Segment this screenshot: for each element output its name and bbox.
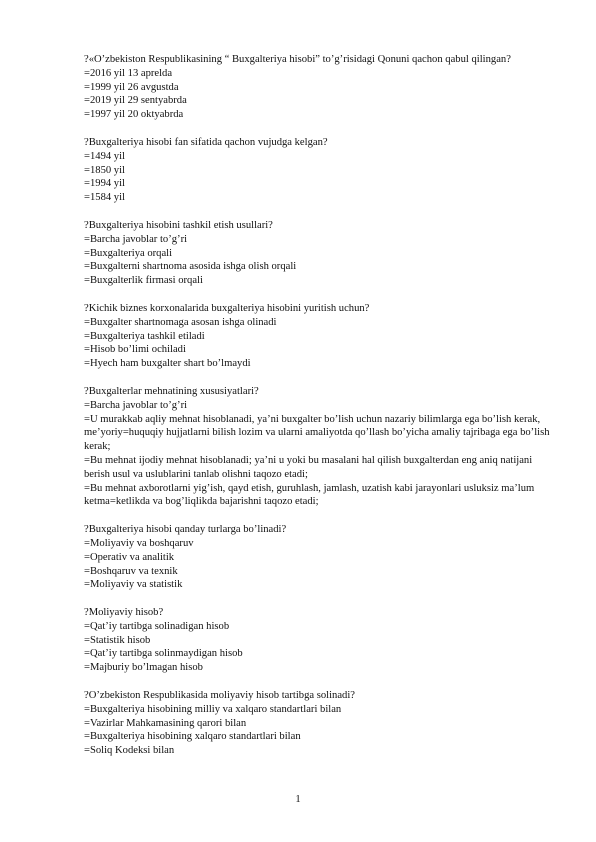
answer-option: =1997 yil 20 oktyabrda [84, 109, 184, 121]
answer-option: =Qat’iy tartibga solinadigan hisob [84, 620, 230, 632]
question-block [84, 302, 556, 371]
answer-option: =Hyech ham buxgalter shart bo’lmaydi [84, 358, 251, 370]
document-body [84, 53, 556, 772]
question-text: ?Buxgalteriya hisobi fan sifatida qachon vujudga kelgan? [84, 136, 328, 148]
question-text: ?«O’zbekiston Respublikasining “ Buxgalteriya hisobi” to’g’risidagi Qonuni qachon qabul qilingan? [84, 54, 511, 65]
question-text: ?Buxgalteriya hisobi qanday turlarga bo’linadi? [84, 524, 287, 536]
answer-option: =Operativ va analitik [84, 551, 175, 563]
answer-option: =Barcha javoblar to’g’ri [84, 399, 188, 411]
answer-option: =Moliyaviy va statistik [84, 579, 183, 591]
question-block [84, 53, 556, 122]
answer-option: =Buxgalterni shartnoma asosida ishga olish orqali [84, 261, 297, 273]
answer-option: =2019 yil 29 sentyabrda [84, 95, 187, 107]
question-text: ?Buxgalteriya hisobini tashkil etish usullari? [84, 219, 273, 231]
answer-option: =Hisob bo’limi ochiladi [84, 344, 186, 356]
answer-option: =Buxgalteriya orqali [84, 247, 173, 259]
answer-option: =Vazirlar Mahkamasining qarori bilan [84, 717, 247, 729]
answer-option: =2016 yil 13 aprelda [84, 67, 173, 79]
question-text: ?Buxgalterlar mehnatining xususiyatlari? [84, 385, 259, 397]
answer-option: =Buxgalterlik firmasi orqali [84, 275, 203, 287]
answer-option: =1584 yil [84, 192, 125, 204]
question-text: ?Kichik biznes korxonalarida buxgalteriya hisobini yuritish uchun? [84, 302, 370, 314]
answer-option: =1494 yil [84, 150, 125, 162]
answer-option: =U murakkab aqliy mehnat hisoblanadi, ya’ni buxgalter bo’lish uchun nazariy bilimlarga ega bo’lish kerak, me’yoriy=huquqiy hujjatlarni bilish lozim va ularni amaliyotda qo’llash bo’yicha amaliy tajribaga ega bo’lish kerak; [84, 413, 553, 453]
answer-option: =Qat’iy tartibga solinmaydigan hisob [84, 648, 243, 660]
answer-option: =1850 yil [84, 164, 125, 176]
question-block [84, 385, 556, 509]
answer-option: =Buxgalter shartnomaga asosan ishga olinadi [84, 316, 277, 328]
answer-option: =Soliq Kodeksi bilan [84, 745, 175, 757]
answer-option: =Moliyaviy va boshqaruv [84, 537, 194, 549]
answer-option: =Bu mehnat axborotlarni yig’ish, qayd etish, guruhlash, jamlash, uzatish kabi jarayonlari usluksiz ma’lum ketma=ketlikda va bog’liqlikda bajarishni taqozo etadi; [84, 482, 537, 508]
answer-option: =Boshqaruv va texnik [84, 565, 178, 577]
answer-option: =Buxgalteriya tashkil etiladi [84, 330, 205, 342]
question-block [84, 136, 556, 205]
question-block [84, 689, 556, 758]
answer-option: =1999 yil 26 avgustda [84, 81, 179, 93]
question-block [84, 606, 556, 675]
answer-option: =Barcha javoblar to’g’ri [84, 233, 188, 245]
page-number: 1 [295, 794, 301, 805]
question-block [84, 219, 556, 288]
question-text: ?O’zbekiston Respublikasida moliyaviy hisob tartibga solinadi? [84, 690, 355, 702]
answer-option: =Statistik hisob [84, 634, 151, 646]
question-text: ?Moliyaviy hisob? [84, 607, 164, 619]
question-block [84, 523, 556, 592]
answer-option: =Majburiy bo’lmagan hisob [84, 662, 203, 674]
answer-option: =Buxgalteriya hisobining milliy va xalqaro standartlari bilan [84, 703, 342, 715]
answer-option: =Bu mehnat ijodiy mehnat hisoblanadi; ya’ni u yoki bu masalani hal qilish buxgalterdan eng aniq natijani berish usul va uslublarini tanlab olishni taqozo etadi; [84, 454, 535, 480]
answer-option: =1994 yil [84, 178, 125, 190]
answer-option: =Buxgalteriya hisobining xalqaro standartlari bilan [84, 731, 301, 743]
